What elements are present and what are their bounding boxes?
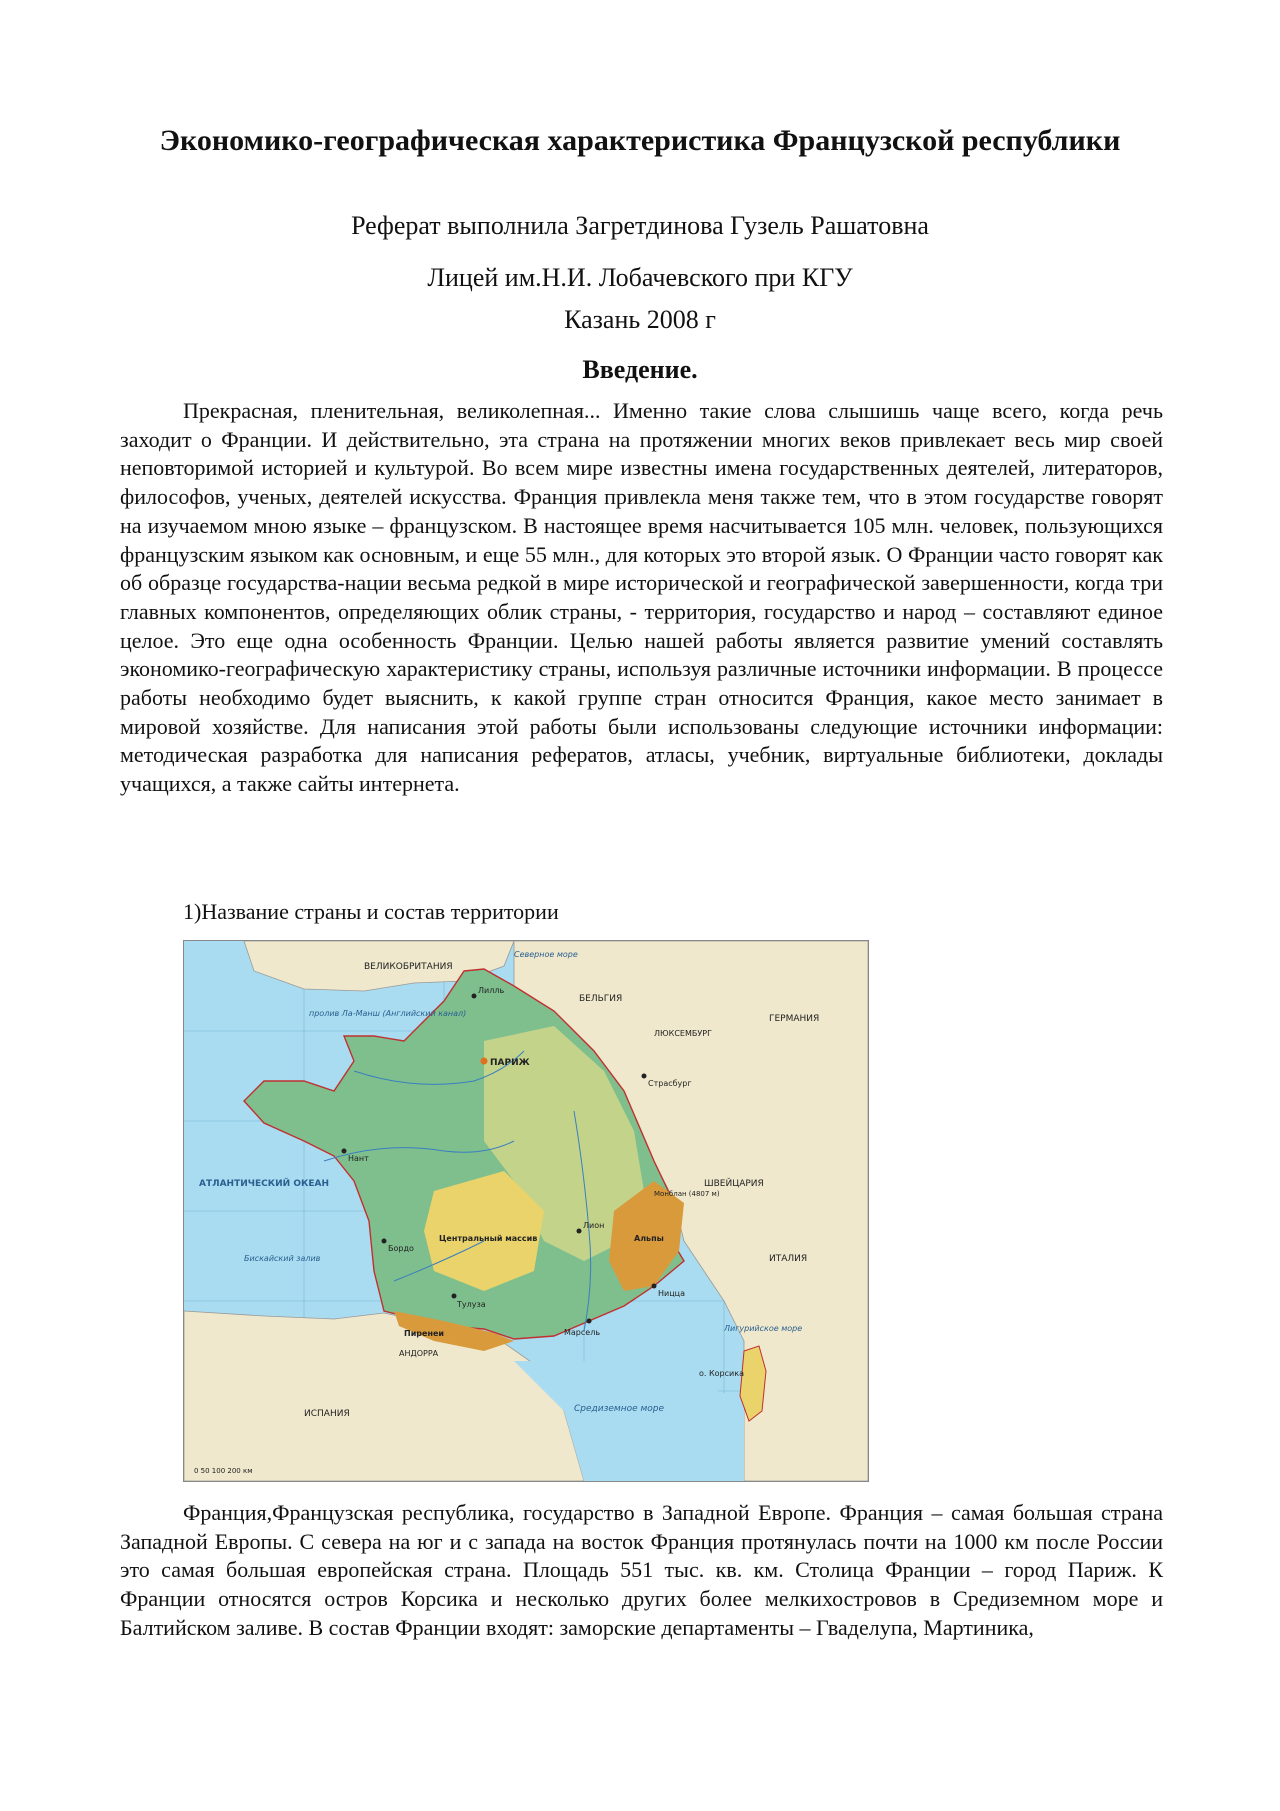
label-belgium: БЕЛЬГИЯ <box>579 994 623 1004</box>
label-scale: 0 50 100 200 км <box>194 1467 253 1475</box>
france-map <box>183 940 869 1482</box>
intro-paragraph: Прекрасная, пленительная, великолепная... Именно такие слова слышишь чаще всего, когда речь заходит о Франции. И действительно, эта страна на протяжении многих веков привлекает весь мир своей неповторимой историей и культурой. Во всем мире известны имена государственных деятелей, литераторов, философов, ученых, деятелей искусства. Франция привлекла меня также тем, что в этом государстве говорят на изучаемом мною языке – французском. В настоящее время насчитывается 105 млн. человек, пользующихся французским языком как основным, и еще 55 млн., для которых это второй язык. О Франции часто говорят как об образце государства-нации весьма редкой в мире исторической и географической завершенности, когда три главных компонентов, определяющих облик страны, - территория, государство и народ – составляют единое целое. Это еще одна особенность Франции. Целью нашей работы является развитие умений составлять экономико-географическую характеристику страны, используя различные источники информации. В процессе работы необходимо будет выяснить, к какой группе стран относится Франция, какое место занимает в мировой хозяйстве. Для написания этой работы были использованы следующие источники информации: методическая разработка для написания рефератов, атласы, учебник, виртуальные библиотеки, доклады учащихся, а также сайты интернета. <box>120 398 1163 797</box>
label-mediterranean: Средиземное море <box>574 1404 665 1414</box>
label-atlantic: АТЛАНТИЧЕСКИЙ ОКЕАН <box>199 1179 329 1189</box>
label-ligurian-sea: Лигурийское море <box>724 1324 803 1333</box>
author-line: Реферат выполнила Загретдинова Гузель Рашатовна <box>351 211 929 240</box>
label-mont-blanc: Монблан (4807 м) <box>654 1190 720 1198</box>
label-pyrenees: Пиренеи <box>404 1329 445 1338</box>
label-corsica: о. Корсика <box>699 1369 744 1378</box>
label-marseille: Марсель <box>564 1328 601 1337</box>
label-lille: Лилль <box>478 986 505 995</box>
label-bordeaux: Бордо <box>388 1244 414 1253</box>
label-strasbourg: Страсбург <box>648 1079 692 1088</box>
label-biscay: Бискайский залив <box>244 1254 321 1263</box>
label-north-sea: Северное море <box>514 950 578 959</box>
label-lyon: Лион <box>583 1221 605 1230</box>
label-uk: ВЕЛИКОБРИТАНИЯ <box>364 962 453 972</box>
label-germany: ГЕРМАНИЯ <box>769 1014 820 1024</box>
label-central-massif: Центральный массив <box>439 1234 538 1243</box>
label-spain: ИСПАНИЯ <box>304 1409 350 1419</box>
france-map-graphic <box>184 941 868 1481</box>
label-paris: ПАРИЖ <box>490 1058 530 1068</box>
label-alps: Альпы <box>634 1234 664 1243</box>
label-luxembourg: ЛЮКСЕМБУРГ <box>654 1029 712 1038</box>
label-andorra: АНДОРРА <box>399 1349 439 1358</box>
section-heading-country-name: 1)Название страны и состав территории <box>183 899 559 924</box>
label-channel: пролив Ла-Манш (Английский канал) <box>309 1009 467 1018</box>
france-paragraph: Франция,Французская республика, государство в Западной Европе. Франция – самая большая страна Западной Европы. С севера на юг и с запада на восток Франция протянулась почти на 1000 км после России это самая большая европейская страна. Площадь 551 тыс. кв. км. Столица Франции – город Париж. К Франции относятся остров Корсика и несколько других более мелкихостровов в Средиземном море и Балтийском заливе. В состав Франции входят: заморские департаменты – Гваделупа, Мартиника, <box>120 1500 1163 1640</box>
label-toulouse: Тулуза <box>457 1300 486 1309</box>
label-nantes: Нант <box>348 1154 369 1163</box>
label-italy: ИТАЛИЯ <box>769 1254 808 1264</box>
label-switzerland: ШВЕЙЦАРИЯ <box>704 1179 764 1189</box>
label-nice: Ницца <box>658 1289 686 1298</box>
intro-heading: Введение. <box>582 355 698 384</box>
document-title: Экономико-географическая характеристика Французской республики <box>159 124 1121 157</box>
city-year-line: Казань 2008 г <box>564 305 716 334</box>
school-line: Лицей им.Н.И. Лобачевского при КГУ <box>427 263 853 292</box>
